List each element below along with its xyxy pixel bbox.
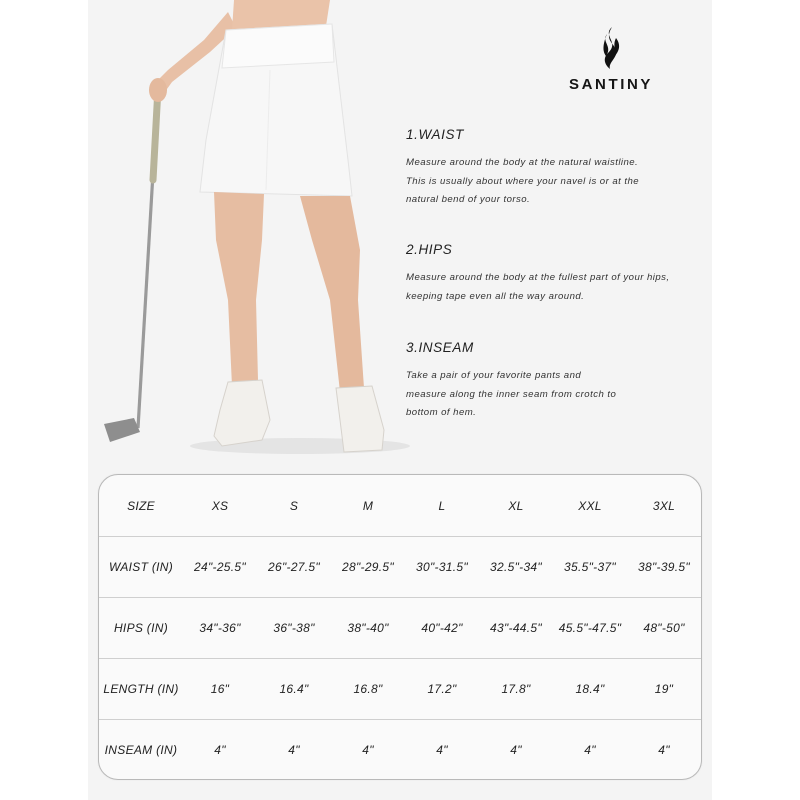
table-cell: 4" [584,743,596,757]
table-header-cell: XXL [578,498,602,513]
guide-line: Measure around the body at the fullest part of your hips, [406,272,670,283]
guide-heading: 3.INSEAM [406,340,474,355]
table-row [99,720,701,780]
guide-line: This is usually about where your navel is or at the [406,175,640,187]
table-cell: 16" [210,682,230,696]
golf-club [104,88,158,442]
guide-inseam [406,340,726,423]
table-cell: 26"-27.5" [268,560,320,574]
table-cell: 43"-44.5" [490,621,542,635]
table-row-label: INSEAM (IN) [104,743,178,757]
guide-line: natural bend of your torso. [406,194,531,205]
guide-line: Take a pair of your favorite pants and [406,370,582,381]
table-header-cell: M [362,498,374,513]
table-row [99,598,701,659]
table-cell: 28"-29.5" [342,560,394,574]
table-row [99,537,701,598]
brand [556,26,666,93]
table-header-cell: XS [211,498,229,513]
guide-line: bottom of hem. [406,407,477,418]
size-chart-table [98,474,702,780]
table-cell: 16.8" [353,682,383,696]
table-cell: 35.5"-37" [564,560,616,574]
table-cell: 38"-40" [347,621,389,635]
table-cell: 4" [362,743,374,757]
table-cell: 19" [654,682,674,696]
table-cell: 4" [214,743,226,757]
table-header-cell: S [289,498,299,513]
guide-heading: 1.WAIST [406,127,464,142]
table-cell: 34"-36" [199,621,241,635]
table-cell: 32.5"-34" [490,560,542,574]
table-cell: 45.5"-47.5" [558,621,622,635]
guide-line: measure along the inner seam from crotch to [406,388,617,400]
table-header-row [99,475,701,537]
flame-s-icon [598,26,624,70]
guide-waist [406,127,726,210]
table-cell: 40"-42" [421,621,463,635]
white-skort [200,24,352,196]
table-cell: 24"-25.5" [194,560,246,574]
table-row [99,659,701,720]
table-cell: 4" [510,743,522,757]
table-cell: 4" [288,743,300,757]
table-cell: 4" [436,743,448,757]
table-row-label: LENGTH (IN) [103,682,179,696]
table-cell: 17.8" [501,682,531,696]
table-cell: 30"-31.5" [416,560,468,574]
table-cell: 4" [658,743,670,757]
table-header-cell: SIZE [127,498,155,513]
brand-name: SANTINY [568,76,654,93]
guide-line: keeping tape even all the way around. [406,290,585,302]
table-cell: 38"-39.5" [638,560,690,574]
table-cell: 17.2" [427,682,457,696]
table-header-cell: L [438,498,446,513]
guide-line: Measure around the body at the natural waistline. [406,157,639,168]
table-cell: 48"-50" [643,621,685,635]
table-row-label: HIPS (IN) [113,621,169,635]
table-header-cell: 3XL [652,498,676,513]
table-cell: 18.4" [575,682,605,696]
guide-heading: 2.HIPS [406,242,453,257]
table-header-cell: XL [508,498,524,513]
table-row-label: WAIST (IN) [108,560,174,574]
table-cell: 36"-38" [273,621,315,635]
guide-hips [406,242,726,306]
table-cell: 16.4" [279,682,309,696]
